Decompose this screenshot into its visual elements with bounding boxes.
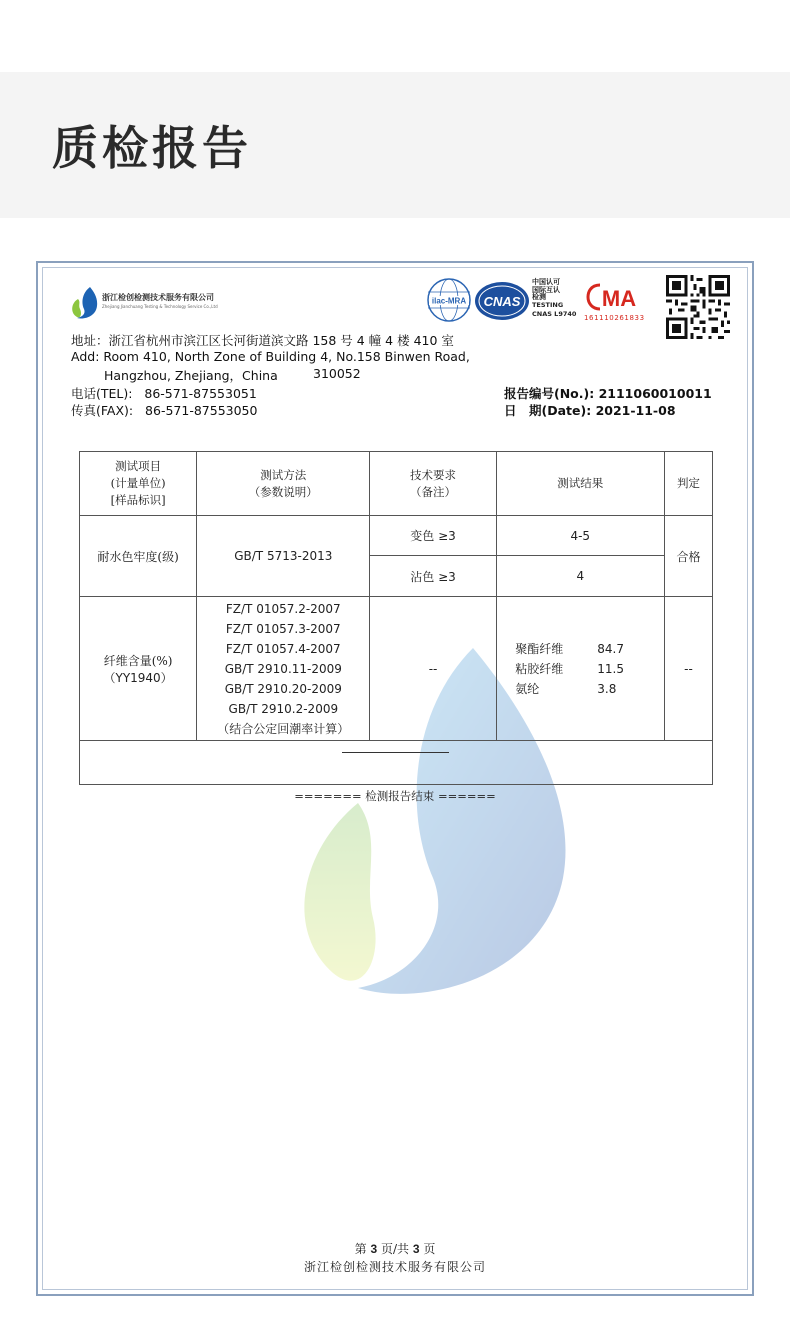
fiber-row: 聚酯纤维 84.7 (515, 641, 624, 656)
company-logo-icon (68, 285, 98, 319)
report-end-text: ======= 检测报告结束 ====== (294, 789, 496, 803)
report-date-line (504, 401, 676, 419)
report-date-label: 日 期(Date): (504, 403, 592, 418)
item-cell: 耐水色牢度(级) (80, 516, 197, 597)
judgement-cell: -- (664, 597, 712, 741)
result-cell: 4-5 (496, 516, 664, 556)
cma-number: 161110261833 (584, 314, 645, 322)
company-name-cn: 浙江检创检测技术服务有限公司 (102, 293, 214, 302)
svg-text:MA: MA (601, 286, 637, 311)
results-table (79, 451, 713, 785)
footer-company-name: 浙江检创检测技术服务有限公司 (303, 1260, 486, 1274)
result-cell: 4 (496, 556, 664, 597)
fiber-row: 粘胶纤维 11.5 (515, 661, 624, 676)
fiber-row: 氨纶 3.8 (515, 681, 617, 696)
page-title: 质检报告 (52, 121, 252, 175)
tel-label: 电话(TEL): (71, 386, 133, 401)
result-cell (496, 597, 664, 741)
title-banner (0, 72, 790, 218)
cnas-logo-icon (474, 281, 530, 321)
tel-value: 86-571-87553051 (144, 386, 257, 401)
requirement-cell: 沾色 ≥3 (370, 556, 496, 597)
method-cell: GB/T 5713-2013 (197, 516, 370, 597)
ilac-mra-logo-icon (426, 277, 472, 323)
header-requirement: 技术要求 （备注） (370, 452, 496, 516)
requirement-cell: 变色 ≥3 (370, 516, 496, 556)
address-cn: 地址：浙江省杭州市滨江区长河街道滨文路 158 号 4 幢 4 楼 410 室 (71, 333, 454, 348)
fax-line (71, 401, 257, 419)
header-item: 测试项目 (计量单位) [样品标识] (80, 452, 197, 516)
requirement-cell: -- (370, 597, 496, 741)
report-number-line (504, 384, 712, 402)
page-number: 第 3 页/共 3 页 (354, 1242, 436, 1256)
table-row (80, 597, 713, 741)
table-row (80, 516, 713, 556)
header-method: 测试方法 （参数说明） (197, 452, 370, 516)
cnas-number: CNAS L9740 (532, 310, 577, 318)
cnas-en-text: TESTING (532, 301, 564, 309)
company-name-en: Zhejiang Jianchuang Testing & Technology Service Co.,Ltd (102, 304, 218, 309)
header-result: 测试结果 (496, 452, 664, 516)
tel-line (71, 384, 257, 402)
report-date-value: 2021-11-08 (595, 403, 676, 418)
report-number-label: 报告编号(No.): (504, 386, 595, 401)
address-en-line2: Hangzhou, Zhejiang，China (104, 368, 278, 383)
address-zip: 310052 (313, 366, 361, 381)
method-cell: FZ/T 01057.2-2007 FZ/T 01057.3-2007 FZ/T 01057.4-2007 GB/T 2910.11-2009 GB/T 2910.20-2009 GB/T 2910.2-2009 （结合公定回潮率计算） (197, 597, 370, 741)
table-header-row (80, 452, 713, 516)
end-rule-divider (342, 752, 449, 753)
cma-logo-icon (586, 281, 646, 313)
header-judgement: 判定 (664, 452, 712, 516)
svg-text:ilac-MRA: ilac-MRA (431, 296, 467, 306)
report-number-value: 2111060010011 (598, 386, 712, 401)
fax-label: 传真(FAX): (71, 403, 134, 418)
judgement-cell: 合格 (664, 516, 712, 597)
table-end-row (80, 741, 713, 785)
qr-code-icon (666, 275, 730, 339)
item-cell: 纤维含量(%) （YY1940） (80, 597, 197, 741)
svg-text:CNAS: CNAS (483, 294, 521, 309)
fax-value: 86-571-87553050 (145, 403, 258, 418)
report-document (36, 261, 754, 1296)
cnas-cn-text: 中国认可 国际互认 检测 (532, 278, 560, 301)
address-en-line1: Add: Room 410, North Zone of Building 4, No.158 Binwen Road, (71, 349, 470, 364)
